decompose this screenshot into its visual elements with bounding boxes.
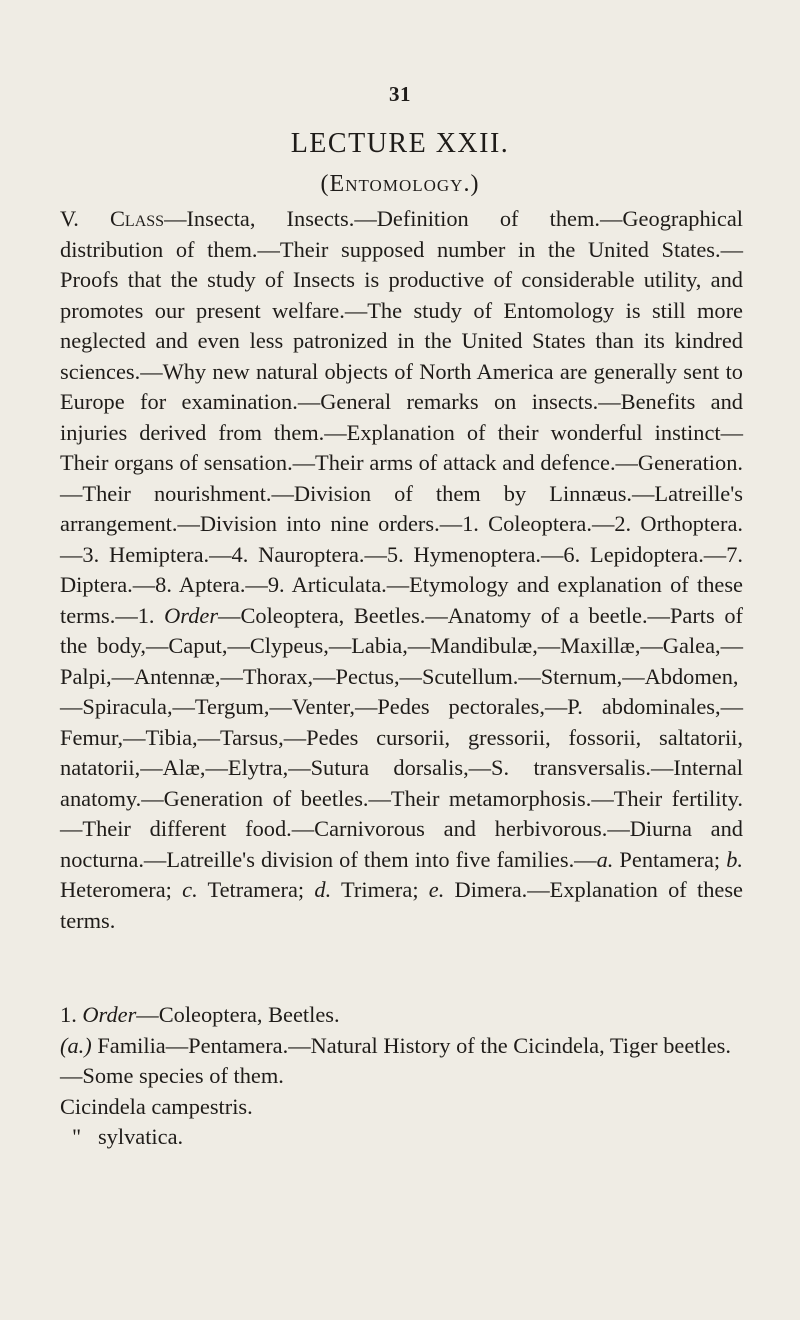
family-a-letter: a. [596, 846, 614, 872]
order-heading [60, 1000, 743, 1031]
family-letter: (a.) [60, 1032, 92, 1058]
lecture-title: LECTURE XXII. [290, 128, 510, 159]
species-2: sylvatica. [97, 1124, 184, 1149]
lecture-summary-paragraph [60, 204, 743, 936]
order-word: Order [164, 602, 219, 628]
family-e-letter: e. [428, 877, 445, 902]
lecture-subject: (Entomology.) [320, 171, 480, 197]
class-marker: V. [60, 206, 79, 231]
family-c-name: Tetramera; [197, 877, 315, 902]
family-text: Familia—Pentamera.—Natural History of the Cicindela, Tiger beetles.—Some species of them. [60, 1032, 731, 1088]
species-line-2 [60, 1122, 743, 1153]
family-b-name: Heteromera; [60, 877, 183, 902]
class-word: Class [110, 206, 165, 231]
family-e-name: Dimera.—Explanation of these terms. [60, 877, 743, 933]
order-rest: —Coleoptera, Beetles. [136, 1002, 340, 1027]
summary-part-1: —Insecta, Insects.—Definition of them.—Geographical distribution of them.—Their supposed number in the United States.—Proofs that the study of Insects is productive of considerable utility, and promotes our present welfare.—The study of Entomology is still more neglected and even less patronized in the United States than its kindred sciences.—Why new natural objects of North America are generally sent to Europe for examination.—General remarks on insects.—Benefits and injuries derived from them.—Explanation of their wonderful instinct—Their organs of sensation.—Their arms of attack and defence.—Generation.—Their nourishment.—Division of them by Linnæus.—Latreille's arrangement.—Division into nine orders.—1. Coleoptera.—2. Orthoptera.—3. Hemiptera.—4. Nauroptera.—5. Hymenoptera.—6. Lepidoptera.—7. Diptera.—8. Aptera.—9. Articulata.—Etymology and explanation of these terms.—1. [60, 206, 743, 628]
family-b-letter: b. [726, 846, 743, 872]
species-line-1: Cicindela campestris. [60, 1093, 253, 1119]
family-c-letter: c. [182, 877, 198, 902]
family-paragraph [60, 1031, 743, 1092]
family-d-letter: d. [314, 877, 332, 902]
page-number: 31 [389, 82, 411, 106]
summary-part-2: —Coleoptera, Beetles.—Anatomy of a beetle.—Parts of the body,—Caput,—Clypeus,—Labia,—Mandibulæ,—Maxillæ,—Galea,—Palpi,—Antennæ,—Thorax,—Pectus,—Scutellum.—Sternum,—Abdomen,—Spiracula,—Tergum,—Venter,—Pedes pectorales,—P. abdominales,—Femur,—Tibia,—Tarsus,—Pedes cursorii, gressorii, fossorii, saltatorii, natatorii,—Alæ,—Elytra,—Sutura dorsalis,—S. transversalis.—Internal anatomy.—Generation of beetles.—Their metamorphosis.—Their fertility.—Their different food.—Carnivorous and herbivorous.—Diurna and nocturna.—Latreille's division of them into five families.— [60, 602, 743, 872]
section-order-word: Order [82, 1002, 137, 1027]
summary-text [60, 204, 743, 936]
family-d-name: Trimera; [331, 877, 429, 902]
family-a-name: Pentamera; [613, 846, 727, 872]
order-prefix: 1. [60, 1002, 83, 1027]
ditto-mark: " [72, 1124, 82, 1149]
section-block [60, 1000, 743, 1153]
